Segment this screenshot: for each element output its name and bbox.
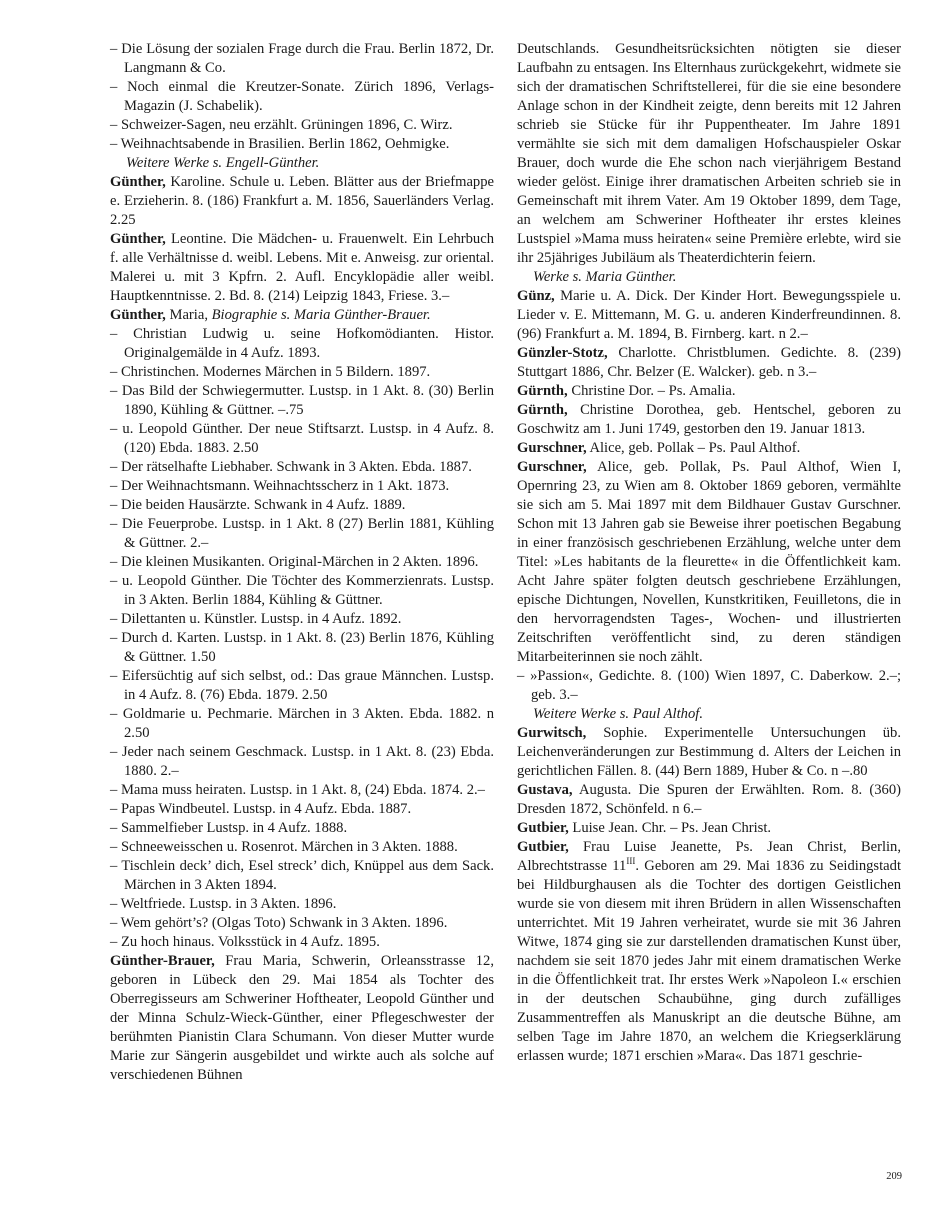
entry-text: Sophie. Experimentelle Untersuchungen üb. Leichenveränderungen zur Bestimmung d. Alters der Leichen in gerichtlichen Fällen. 8. (44) Bern 1889, Huber & Co. n –.80 — [517, 725, 901, 779]
page-number: 209 — [886, 1171, 902, 1182]
entry-superscript: III — [626, 856, 636, 867]
entry-text: Karoline. Schule u. Leben. Blätter aus der Briefmappe e. Erzieherin. 8. (186) Frankfurt a. M. 1856, Sauerländers Verlag. 2.25 — [110, 174, 494, 228]
sub-entry: – u. Leopold Günther. Der neue Stiftsarzt. Lustsp. in 4 Aufz. 8. (120) Ebda. 1883. 2.50 — [110, 421, 494, 456]
entry-text: Christine Dorothea, geb. Hentschel, geboren zu Goschwitz am 1. Juni 1749, gestorben den 19. Januar 1813. — [517, 402, 901, 437]
entry — [517, 382, 901, 401]
entry-text: Frau Maria, Schwerin, Orleansstrasse 12, geboren in Lübeck den 29. Mai 1854 als Tochter des Oberregisseurs am Schweriner Hoftheater, Leopold Günther und der Minna Schulz-Wieck-Günther, einer Pflegeschwester der berühmten Pianistin Clara Schumann. Von dieser Mutter wurde Marie zur Sängerin ausgebildet und wirkte auch als solche auf verschiedenen Bühnen — [110, 953, 494, 1083]
entry — [517, 287, 901, 344]
entry-text: Charlotte. Christblumen. Gedichte. 8. (239) Stuttgart 1886, Chr. Belzer (E. Walcker). geb. n 3.– — [517, 345, 901, 380]
sub-entry: – »Passion«, Gedichte. 8. (100) Wien 1897, C. Daberkow. 2.–; geb. 3.– — [517, 668, 901, 703]
left-column — [110, 40, 494, 1085]
entry-text: Marie u. A. Dick. Der Kinder Hort. Bewegungsspiele u. Lieder v. E. Mittemann, M. G. u. anderen Kinderfreundinnen. 8. (96) Frankfurt a. M. 1894, B. Firnberg. kart. n 2.– — [517, 288, 901, 342]
entry-keyword: Gurschner, — [517, 440, 587, 456]
cross-reference: Weitere Werke s. Engell-Günther. — [126, 155, 320, 171]
entry-keyword: Günzler-Stotz, — [517, 345, 608, 361]
sub-entry: – Mama muss heiraten. Lustsp. in 1 Akt. 8, (24) Ebda. 1874. 2.– — [110, 782, 485, 798]
sub-entry: – Das Bild der Schwiegermutter. Lustsp. in 1 Akt. 8. (30) Berlin 1890, Kühling & Güttner. –.75 — [110, 383, 494, 418]
sub-entry: – Die beiden Hausärzte. Schwank in 4 Aufz. 1889. — [110, 497, 406, 513]
entry — [110, 173, 494, 230]
entry-keyword: Günther, — [110, 307, 166, 323]
entry — [517, 838, 901, 1066]
entry-text: Frau Luise Jeanette, Ps. Jean Christ, Berlin, Albrechtstrasse 11 — [517, 839, 901, 874]
entry-continuation: Deutschlands. Gesundheitsrücksichten nötigten sie dieser Laufbahn zu entsagen. Ins Elternhaus zurückgekehrt, widmete sie sich der dramatischen Schriftstellerei, für die sie eine besondere Anlage schon in der Kindheit zeigte, denn bereits mit 12 Jahren schrieb sie Stücke für ihr Puppentheater. Im Jahre 1891 vermählte sie sich mit dem damaligen Hofschauspieler Oskar Brauer, doch wurde die Ehe schon nach vierjährigem Bestand wieder gelöst. Einige ihrer dramatischen Arbeiten schrieb sie in Gemeinschaft mit ihrem Vater. Am 19 Oktober 1899, dem Tage, an welchem am Schweriner Hoftheater ihr erstes kleines Lustspiel »Mama muss heiraten« seine Première erlebte, wird sie ihr 25jähriges Jubiläum als Theaterdichterin feiern. — [517, 41, 901, 266]
entry-keyword: Gustava, — [517, 782, 573, 798]
sub-entry: – Schweizer-Sagen, neu erzählt. Grüningen 1896, C. Wirz. — [110, 117, 453, 133]
sub-entry: – u. Leopold Günther. Die Töchter des Kommerzienrats. Lustsp. in 3 Akten. Berlin 1884, Kühling & Güttner. — [110, 573, 494, 608]
sub-entry: – Jeder nach seinem Geschmack. Lustsp. in 1 Akt. 8. (23) Ebda. 1880. 2.– — [110, 744, 494, 779]
sub-entry: – Christinchen. Modernes Märchen in 5 Bildern. 1897. — [110, 364, 431, 380]
cross-reference: Weitere Werke s. Paul Althof. — [533, 706, 703, 722]
entry — [110, 306, 494, 325]
sub-entry: – Christian Ludwig u. seine Hofkomödianten. Histor. Originalgemälde in 4 Aufz. 1893. — [110, 326, 494, 361]
right-column — [517, 40, 901, 1066]
entry — [110, 952, 494, 1085]
cross-reference: Werke s. Maria Günther. — [533, 269, 677, 285]
entry-text: Alice, geb. Pollak – Ps. Paul Althof. — [586, 440, 801, 456]
sub-entry: – Eifersüchtig auf sich selbst, od.: Das graue Männchen. Lustsp. in 4 Aufz. 8. (76) Ebda. 1879. 2.50 — [110, 668, 494, 703]
entry-keyword: Günther, — [110, 231, 166, 247]
entry-text: Christine Dor. – Ps. Amalia. — [567, 383, 736, 399]
sub-entry: – Zu hoch hinaus. Volksstück in 4 Aufz. 1895. — [110, 934, 380, 950]
entry-keyword: Gürnth, — [517, 383, 568, 399]
entry-keyword: Gutbier, — [517, 820, 569, 836]
sub-entry: – Durch d. Karten. Lustsp. in 1 Akt. 8. (23) Berlin 1876, Kühling & Güttner. 1.50 — [110, 630, 494, 665]
entry-text: Leontine. Die Mädchen- u. Frauenwelt. Ein Lehrbuch f. alle Verhältnisse d. weibl. Lebens. Mit e. Anweisg. zur oriental. Malerei u. mit 3 Kpfrn. 2. Aufl. Encyklopädie aller weibl. Hauptkenntnisse. 2. Bd. 8. (214) Leipzig 1843, Friese. 3.– — [110, 231, 494, 304]
entry-keyword: Gürnth, — [517, 402, 568, 418]
sub-entry: – Papas Windbeutel. Lustsp. in 4 Aufz. Ebda. 1887. — [110, 801, 412, 817]
entry — [517, 458, 901, 667]
sub-entry: – Die kleinen Musikanten. Original-Märchen in 2 Akten. 1896. — [110, 554, 479, 570]
sub-entry: – Tischlein deck’ dich, Esel streck’ dich, Knüppel aus dem Sack. Märchen in 3 Akten 1894. — [110, 858, 494, 893]
entry-keyword: Gurwitsch, — [517, 725, 587, 741]
entry-italic-text: Biographie s. Maria Günther-Brauer. — [211, 307, 431, 323]
sub-entry: – Sammelfieber Lustsp. in 4 Aufz. 1888. — [110, 820, 348, 836]
entry-keyword: Gutbier, — [517, 839, 569, 855]
entry — [110, 230, 494, 306]
sub-entry: – Noch einmal die Kreutzer-Sonate. Zürich 1896, Verlags-Magazin (J. Schabelik). — [110, 79, 494, 114]
sub-entry: – Die Feuerprobe. Lustsp. in 1 Akt. 8 (27) Berlin 1881, Kühling & Güttner. 2.– — [110, 516, 494, 551]
entry-keyword: Günther-Brauer, — [110, 953, 215, 969]
entry-keyword: Günz, — [517, 288, 555, 304]
entry — [517, 401, 901, 439]
entry-text: Alice, geb. Pollak, Ps. Paul Althof, Wien I, Opernring 23, zu Wien am 8. Oktober 1869 geboren, vermählte sie sich am 5. Mai 1897 mit dem Bildhauer Gustav Gurschner. Schon mit 13 Jahren gab sie Beweise ihrer poetischen Begabung in einer französisch geschriebenen Erzählung, welche unter dem Titel: »Les habitants de la fleurette« in die Öffentlichkeit kam. Acht Jahre später folgten deutsch geschriebene Erzählungen, epische Dichtungen, Novellen, Kunstkritiken, Feuilletons, die in den hervorragendsten Tages-, Wochen- und illustrierten Zeitschriften veröffentlicht sind, zu deren ständigen Mitarbeiterinnen sie noch zählt. — [517, 459, 901, 665]
entry-text: Augusta. Die Spuren der Erwählten. Rom. 8. (360) Dresden 1872, Schönfeld. n 6.– — [517, 782, 901, 817]
sub-entry: – Dilettanten u. Künstler. Lustsp. in 4 Aufz. 1892. — [110, 611, 402, 627]
entry — [517, 724, 901, 781]
sub-entry: – Weltfriede. Lustsp. in 3 Akten. 1896. — [110, 896, 337, 912]
entry-keyword: Gurschner, — [517, 459, 587, 475]
entry — [517, 781, 901, 819]
sub-entry: – Goldmarie u. Pechmarie. Märchen in 3 Akten. Ebda. 1882. n 2.50 — [110, 706, 494, 741]
entry — [517, 344, 901, 382]
sub-entry: – Weihnachtsabende in Brasilien. Berlin 1862, Oehmigke. — [110, 136, 450, 152]
sub-entry: – Der Weihnachtsmann. Weihnachtsscherz in 1 Akt. 1873. — [110, 478, 450, 494]
entry-keyword: Günther, — [110, 174, 166, 190]
sub-entry: – Schneeweisschen u. Rosenrot. Märchen in 3 Akten. 1888. — [110, 839, 458, 855]
sub-entry: – Wem gehört’s? (Olgas Toto) Schwank in 3 Akten. 1896. — [110, 915, 448, 931]
entry-text: Luise Jean. Chr. – Ps. Jean Christ. — [568, 820, 772, 836]
sub-entry: – Der rätselhafte Liebhaber. Schwank in 3 Akten. Ebda. 1887. — [110, 459, 472, 475]
entry — [517, 439, 901, 458]
entry-text: . Geboren am 29. Mai 1836 zu Seidingstadt bei Hildburghausen als die Tochter des dortigen Geistlichen wurde sie von diesem mit ihren Brüdern in allen Wissenschaften unterrichtet. Mit 19 Jahren verheiratet, wurde sie mit 36 Jahren Witwe, 1874 ging sie zur darstellenden dramatischen Kunst über, nachdem sie seit 1870 jedes Jahr mit einem dramatischen Werke in die Öffentlichkeit trat. Ihr erstes Werk »Napoleon I.« erschien in der deutschen Schaubühne, ging durch zufälliges Zusammentreffen als Manuskript an die deutsche Bühne, am selben Tage im Jahre 1870, an welchem die Kriegserklärung erlassen wurde; 1871 erschien »Mara«. Das 1871 geschrie- — [517, 858, 901, 1064]
entry-text: Maria, — [165, 307, 212, 323]
sub-entry: – Die Lösung der sozialen Frage durch die Frau. Berlin 1872, Dr. Langmann & Co. — [110, 41, 494, 76]
entry — [517, 819, 901, 838]
